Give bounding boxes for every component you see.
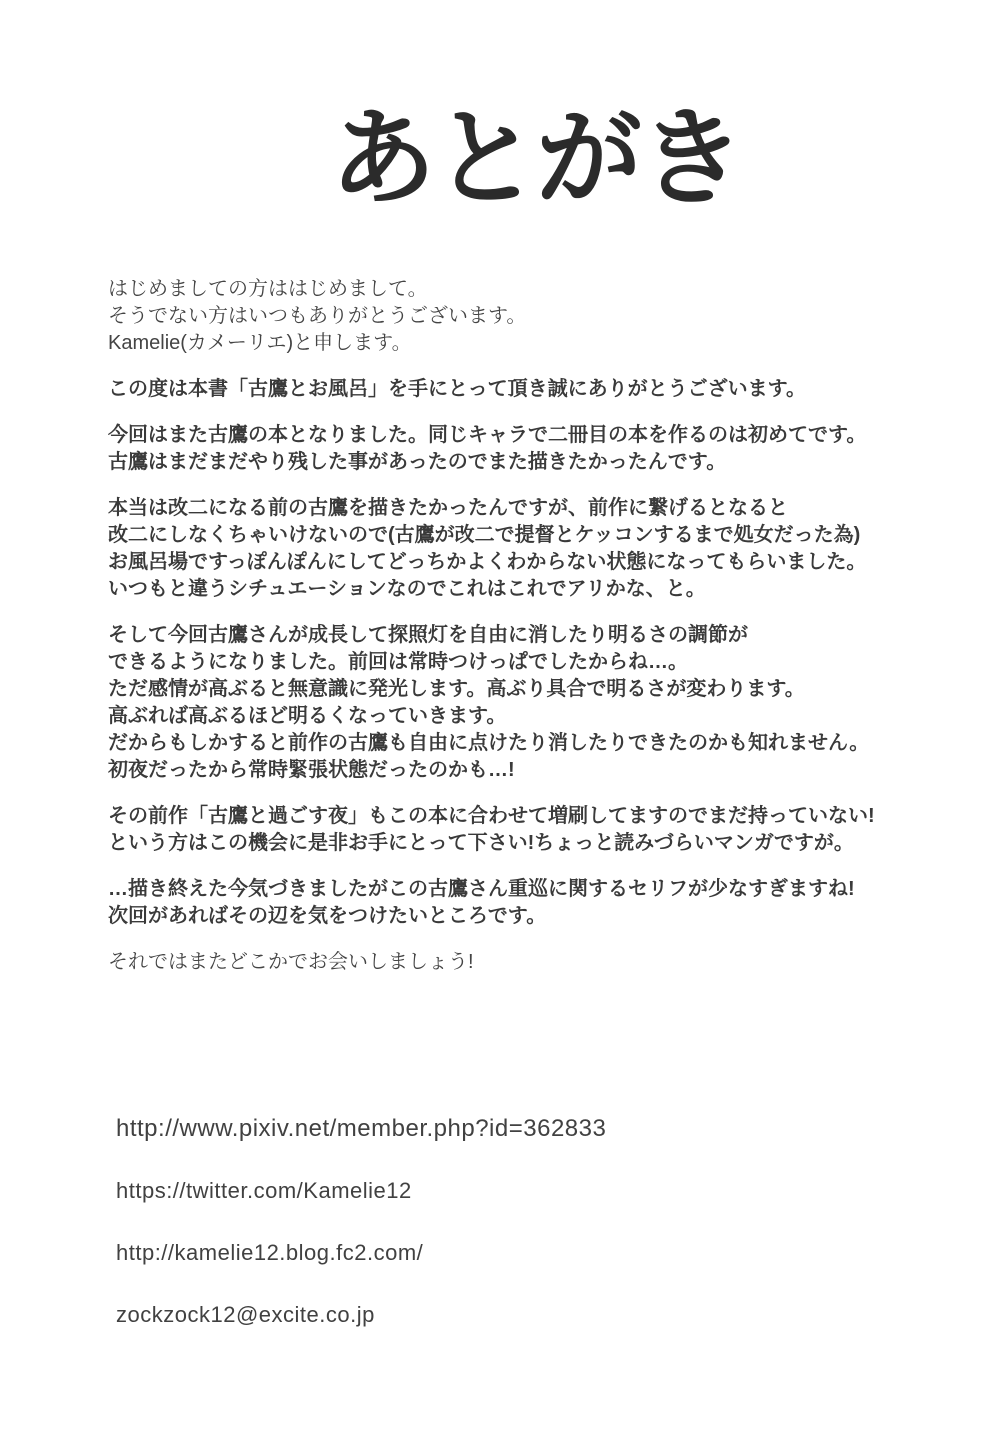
paragraph-searchlight bbox=[108, 622, 988, 784]
paragraph-greeting bbox=[108, 276, 988, 357]
text-line: その前作「古鷹と過ごす夜」もこの本に合わせて増刷してますのでまだ持っていない! bbox=[108, 805, 875, 827]
text-line: そうでない方はいつもありがとうございます。 bbox=[108, 305, 527, 327]
text-line: ただ感情が高ぶると無意識に発光します。高ぶり具合で明るさが変わります。 bbox=[108, 678, 805, 700]
paragraph-second-book bbox=[108, 422, 988, 476]
text-line: この度は本書「古鷹とお風呂」を手にとって頂き誠にありがとうございます。 bbox=[108, 378, 806, 400]
contact-links bbox=[116, 1116, 606, 1364]
text-line: それではまたどこかでお会いしましょう! bbox=[108, 951, 474, 973]
text-line: 今回はまた古鷹の本となりました。同じキャラで二冊目の本を作るのは初めてです。 bbox=[108, 424, 867, 446]
text-line: 本当は改二になる前の古鷹を描きたかったんですが、前作に繋げるとなると bbox=[108, 497, 788, 519]
text-line: いつもと違うシチュエーションなのでこれはこれでアリかな、と。 bbox=[108, 578, 706, 600]
blog-url: http://kamelie12.blog.fc2.com/ bbox=[116, 1240, 424, 1265]
page-title: あとがき bbox=[330, 100, 742, 218]
afterword-text bbox=[108, 276, 988, 995]
text-line: はじめましての方ははじめまして。 bbox=[108, 278, 428, 300]
paragraph-reprint bbox=[108, 803, 988, 857]
text-line: お風呂場ですっぽんぽんにしてどっちかよくわからない状態になってもらいました。 bbox=[108, 551, 867, 573]
text-line: 高ぶれば高ぶるほど明るくなっていきます。 bbox=[108, 705, 507, 727]
text-line: 次回があればその辺を気をつけたいところです。 bbox=[108, 905, 547, 927]
email-address: zockzock12@excite.co.jp bbox=[116, 1302, 375, 1327]
text-line: 初夜だったから常時緊張状態だったのかも…! bbox=[108, 759, 515, 781]
paragraph-reflection bbox=[108, 876, 988, 930]
text-line: そして今回古鷹さんが成長して探照灯を自由に消したり明るさの調節が bbox=[108, 624, 748, 646]
paragraph-farewell bbox=[108, 949, 988, 976]
twitter-url: https://twitter.com/Kamelie12 bbox=[116, 1178, 412, 1203]
text-line: だからもしかすると前作の古鷹も自由に点けたり消したりできたのかも知れません。 bbox=[108, 732, 870, 754]
text-line: 改二にしなくちゃいけないので(古鷹が改二で提督とケッコンするまで処女だった為) bbox=[108, 524, 861, 546]
paragraph-thanks bbox=[108, 376, 988, 403]
text-line: できるようになりました。前回は常時つけっぱでしたからね…。 bbox=[108, 651, 688, 673]
text-line: という方はこの機会に是非お手にとって下さい!ちょっと読みづらいマンガですが。 bbox=[108, 832, 854, 854]
text-line: 古鷹はまだまだやり残した事があったのでまた描きたかったんです。 bbox=[108, 451, 727, 473]
text-line: …描き終えた今気づきましたがこの古鷹さん重巡に関するセリフが少なすぎますね! bbox=[108, 878, 855, 900]
pixiv-url: http://www.pixiv.net/member.php?id=362833 bbox=[116, 1115, 607, 1142]
paragraph-kai-ni bbox=[108, 495, 988, 603]
text-line: Kamelie(カメーリエ)と申します。 bbox=[108, 332, 412, 354]
